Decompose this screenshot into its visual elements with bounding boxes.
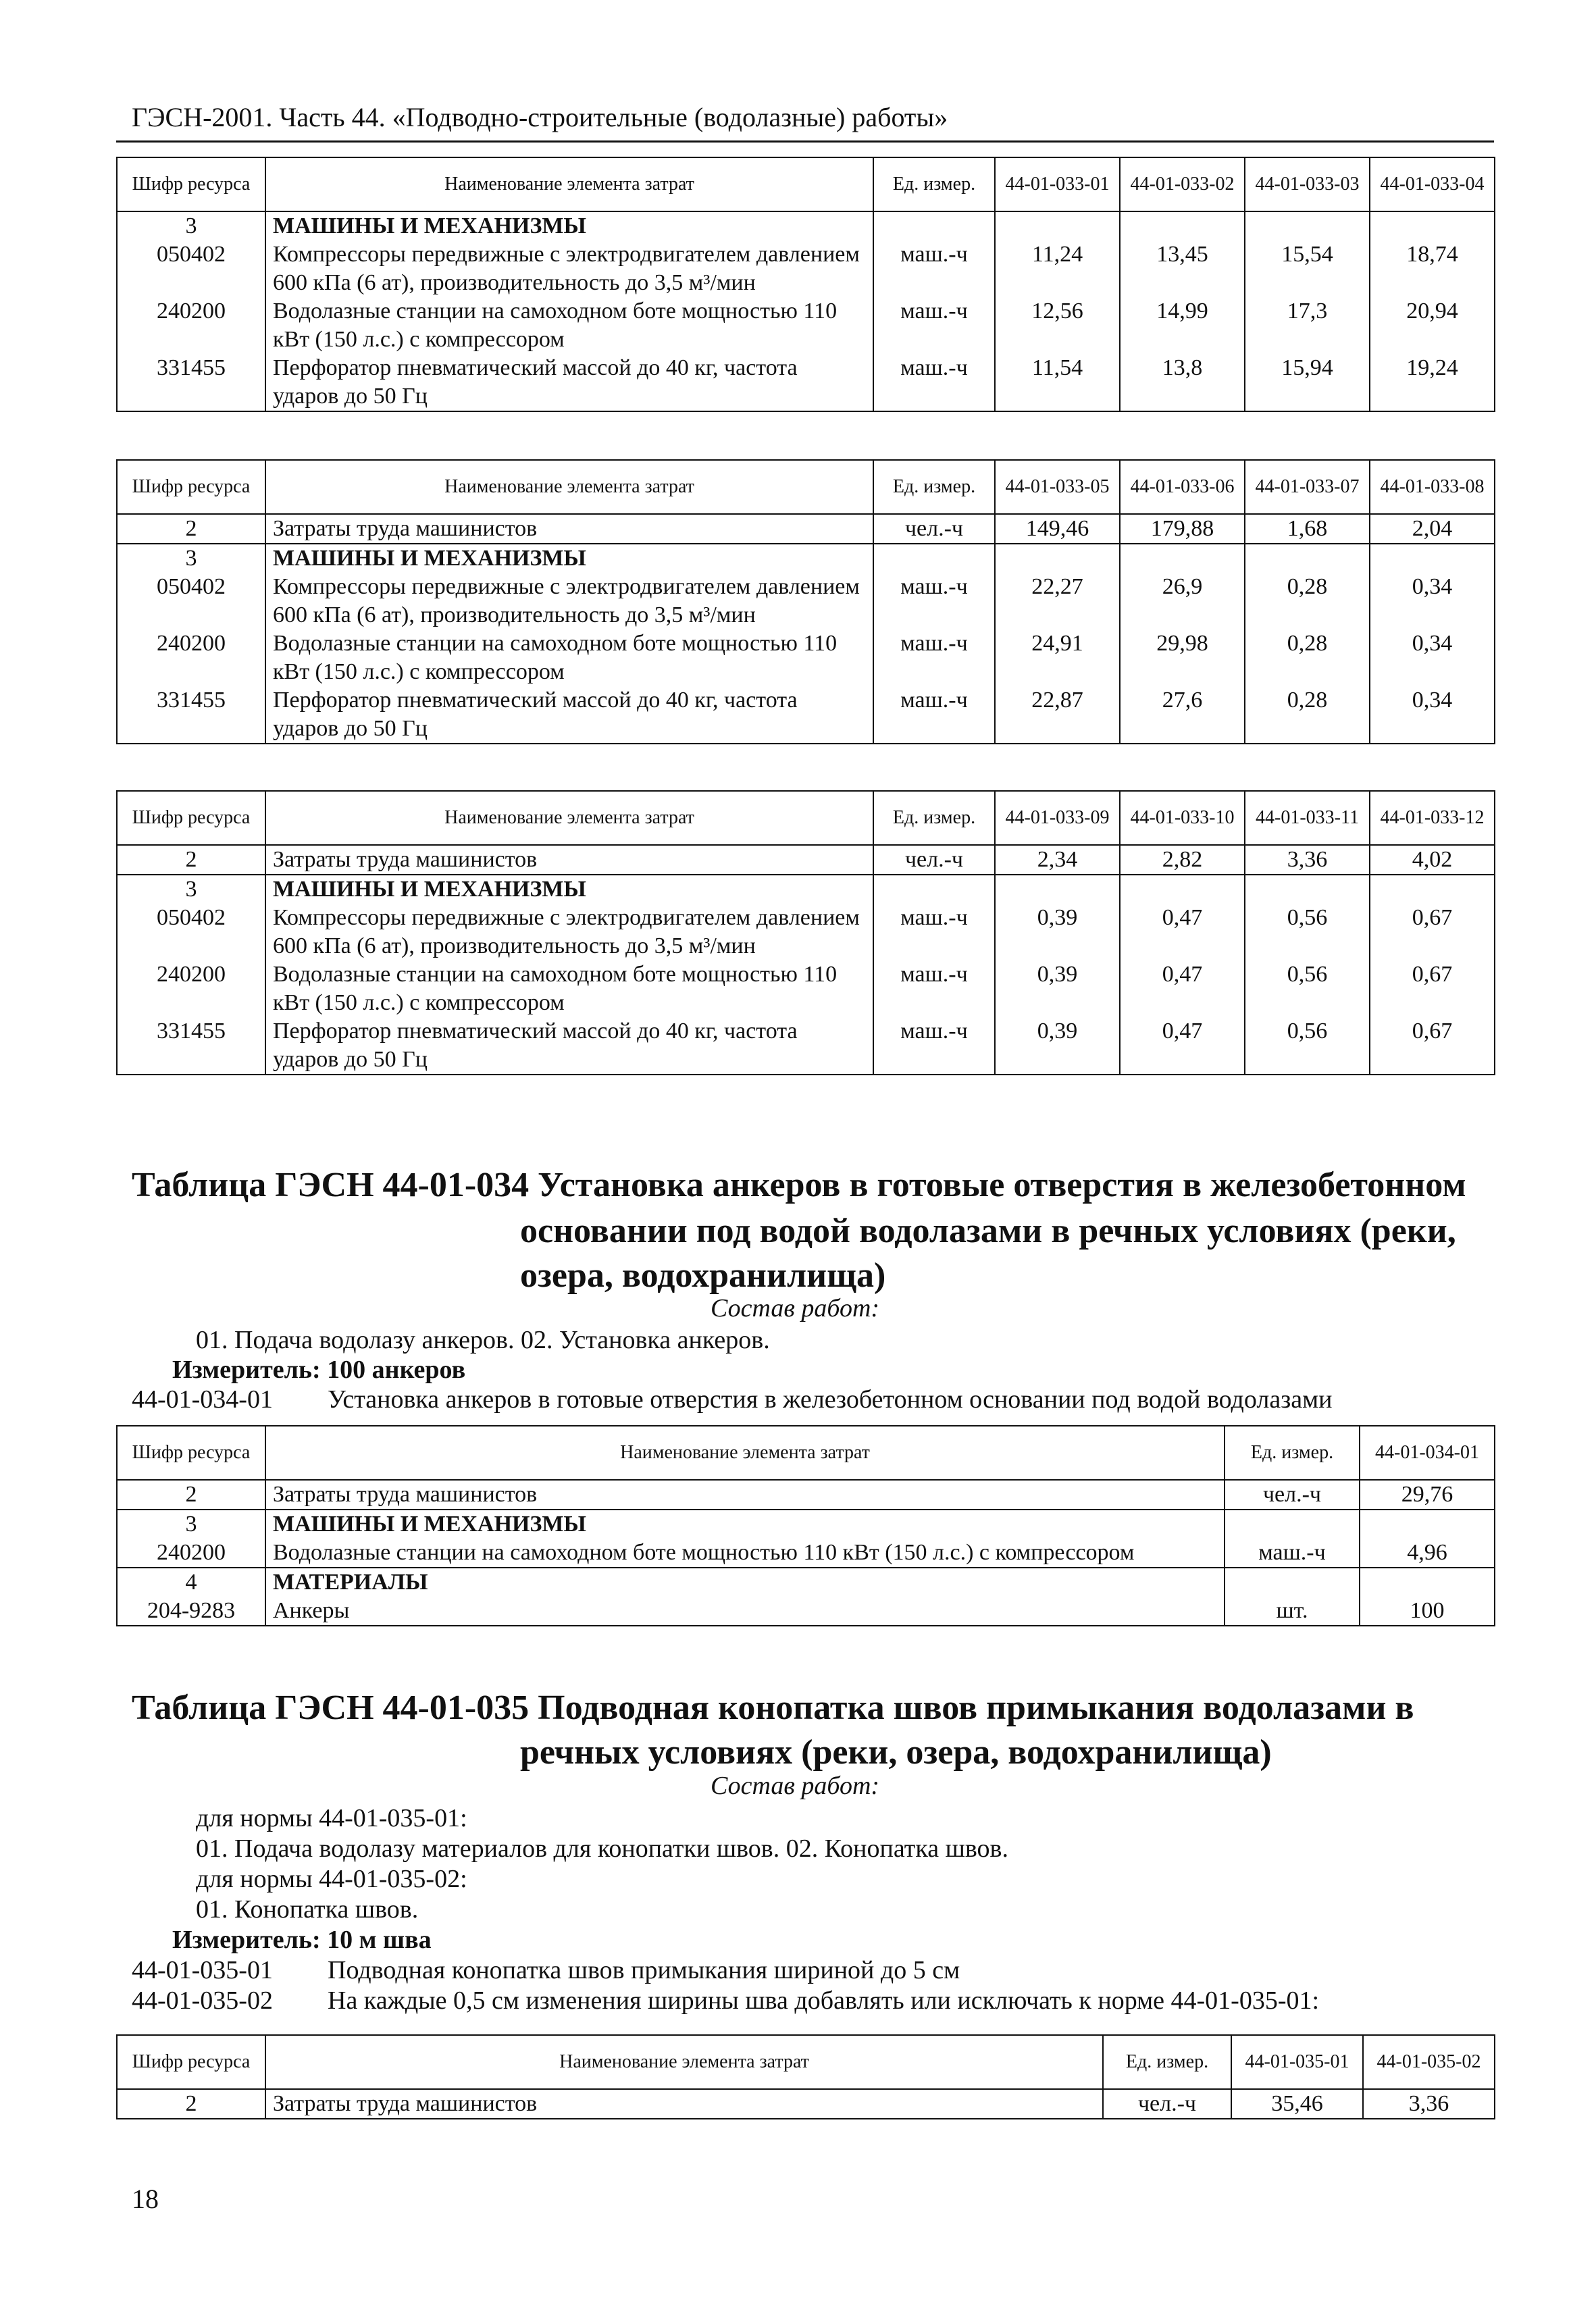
resource-value: 0,47 [1120,1017,1245,1075]
col-header-norm: 44-01-035-01 [1231,2035,1363,2089]
norm-code-034-01: 44-01-034-01 [132,1385,273,1414]
resource-value: 19,24 [1370,354,1495,411]
resource-unit: маш.-ч [873,573,995,629]
resource-value: 0,56 [1245,1017,1370,1075]
col-header-norm: 44-01-033-05 [995,460,1120,514]
resource-value: 13,45 [1120,240,1245,297]
resource-code: 240200 [117,1539,265,1568]
composition-label-034: Состав работ: [711,1294,880,1322]
col-header-code: Шифр ресурса [117,157,265,211]
resource-value: 14,99 [1120,297,1245,354]
resource-code: 050402 [117,904,265,960]
col-header-norm: 44-01-033-09 [995,791,1120,845]
col-header-norm: 44-01-033-12 [1370,791,1495,845]
resource-value: 0,28 [1245,686,1370,744]
resource-unit: маш.-ч [873,297,995,354]
resource-value: 22,27 [995,573,1120,629]
col-header-norm: 44-01-033-11 [1245,791,1370,845]
section-title: МАШИНЫ И МЕХАНИЗМЫ [265,1510,1225,1539]
resource-name: Анкеры [265,1597,1225,1626]
section-title: МАШИНЫ И МЕХАНИЗМЫ [265,875,873,904]
resource-code: 331455 [117,354,265,411]
resource-value: 0,34 [1370,686,1495,744]
labor-value: 2,04 [1370,514,1495,544]
resource-unit: маш.-ч [873,629,995,686]
labor-value: 2,82 [1120,845,1245,875]
work-list-035-01: 01. Подача водолазу материалов для конопатки швов. 02. Конопатка швов. [196,1834,1008,1863]
table-title-035-line2: речных условиях (реки, озера, водохранилища) [520,1733,1272,1772]
labor-code: 2 [117,845,265,875]
col-header-norm: 44-01-035-02 [1363,2035,1495,2089]
table-title-035-line1: Таблица ГЭСН 44-01-035 Подводная конопатка швов примыкания водолазами в [132,1689,1414,1727]
resource-unit: маш.-ч [1225,1539,1360,1568]
resource-name: Перфоратор пневматический массой до 40 кг, частота ударов до 50 Гц [265,1017,873,1075]
col-header-norm: 44-01-033-06 [1120,460,1245,514]
labor-value: 179,88 [1120,514,1245,544]
col-header-code: Шифр ресурса [117,460,265,514]
resource-code: 331455 [117,1017,265,1075]
col-header-name: Наименование элемента затрат [265,791,873,845]
resource-value: 4,96 [1360,1539,1495,1568]
resource-value: 13,8 [1120,354,1245,411]
labor-value: 1,68 [1245,514,1370,544]
labor-value: 4,02 [1370,845,1495,875]
resource-value: 11,24 [995,240,1120,297]
col-header-name: Наименование элемента затрат [265,2035,1103,2089]
section-title: МАТЕРИАЛЫ [265,1568,1225,1597]
table-033-part2 [116,459,1495,744]
resource-name: Компрессоры передвижные с электродвигателем давлением 600 кПа (6 ат), производительность до 3,5 м³/мин [265,573,873,629]
resource-value: 24,91 [995,629,1120,686]
col-header-code: Шифр ресурса [117,2035,265,2089]
section-code: 3 [117,1510,265,1539]
resource-code: 050402 [117,573,265,629]
header-rule [116,140,1494,143]
labor-unit: чел.-ч [873,845,995,875]
resource-value: 0,67 [1370,1017,1495,1075]
resource-name: Компрессоры передвижные с электродвигателем давлением 600 кПа (6 ат), производительность до 3,5 м³/мин [265,240,873,297]
resource-unit: маш.-ч [873,240,995,297]
section-title: МАШИНЫ И МЕХАНИЗМЫ [265,211,873,240]
col-header-name: Наименование элемента затрат [265,1426,1225,1480]
col-header-norm: 44-01-034-01 [1360,1426,1495,1480]
resource-name: Водолазные станции на самоходном боте мощностью 110 кВт (150 л.с.) с компрессором [265,960,873,1017]
resource-value: 0,67 [1370,904,1495,960]
labor-code: 2 [117,1480,265,1510]
resource-value: 0,67 [1370,960,1495,1017]
resource-value: 15,54 [1245,240,1370,297]
resource-unit: маш.-ч [873,686,995,744]
resource-value: 22,87 [995,686,1120,744]
resource-value: 27,6 [1120,686,1245,744]
labor-value: 3,36 [1363,2089,1495,2119]
norm-text-035-02: На каждые 0,5 см изменения ширины шва добавлять или исключать к норме 44-01-035-01: [328,1986,1320,2015]
labor-value: 2,34 [995,845,1120,875]
norm-text-035-01: Подводная конопатка швов примыкания шириной до 5 см [328,1956,960,1984]
resource-value: 0,56 [1245,904,1370,960]
resource-code: 050402 [117,240,265,297]
resource-value: 100 [1360,1597,1495,1626]
resource-value: 0,34 [1370,573,1495,629]
resource-unit: маш.-ч [873,354,995,411]
labor-value: 35,46 [1231,2089,1363,2119]
labor-name: Затраты труда машинистов [265,514,873,544]
resource-value: 29,98 [1120,629,1245,686]
norm-text-034-01: Установка анкеров в готовые отверстия в железобетонном основании под водой водолазами [328,1385,1333,1414]
resource-name: Перфоратор пневматический массой до 40 кг, частота ударов до 50 Гц [265,686,873,744]
resource-value: 0,47 [1120,960,1245,1017]
resource-value: 11,54 [995,354,1120,411]
resource-name: Водолазные станции на самоходном боте мощностью 110 кВт (150 л.с.) с компрессором [265,1539,1225,1568]
labor-unit: чел.-ч [1225,1480,1360,1510]
col-header-unit: Ед. измер. [873,157,995,211]
resource-value: 15,94 [1245,354,1370,411]
col-header-unit: Ед. измер. [873,791,995,845]
col-header-unit: Ед. измер. [1225,1426,1360,1480]
labor-value: 3,36 [1245,845,1370,875]
resource-value: 0,39 [995,904,1120,960]
col-header-name: Наименование элемента затрат [265,157,873,211]
resource-name: Водолазные станции на самоходном боте мощностью 110 кВт (150 л.с.) с компрессором [265,629,873,686]
col-header-name: Наименование элемента затрат [265,460,873,514]
resource-value: 26,9 [1120,573,1245,629]
section-title: МАШИНЫ И МЕХАНИЗМЫ [265,544,873,573]
table-035 [116,2034,1495,2119]
resource-code: 240200 [117,297,265,354]
measure-035: Измеритель: 10 м шва [172,1926,432,1954]
col-header-norm: 44-01-033-02 [1120,157,1245,211]
col-header-code: Шифр ресурса [117,791,265,845]
table-034 [116,1425,1495,1626]
col-header-norm: 44-01-033-03 [1245,157,1370,211]
resource-code: 331455 [117,686,265,744]
labor-code: 2 [117,514,265,544]
col-header-unit: Ед. измер. [873,460,995,514]
resource-value: 0,39 [995,1017,1120,1075]
table-title-034-line2: основании под водой водолазами в речных условиях (реки, [520,1212,1456,1250]
table-title-034-line3: озера, водохранилища) [520,1256,886,1295]
labor-name: Затраты труда машинистов [265,845,873,875]
resource-value: 0,56 [1245,960,1370,1017]
table-title-034-line1: Таблица ГЭСН 44-01-034 Установка анкеров в готовые отверстия в железобетонном [132,1166,1466,1204]
resource-unit: маш.-ч [873,960,995,1017]
labor-value: 149,46 [995,514,1120,544]
resource-code: 240200 [117,960,265,1017]
resource-value: 0,28 [1245,629,1370,686]
resource-value: 17,3 [1245,297,1370,354]
norm-code-035-01: 44-01-035-01 [132,1956,273,1984]
section-code: 4 [117,1568,265,1597]
resource-code: 204-9283 [117,1597,265,1626]
resource-value: 12,56 [995,297,1120,354]
norm-ref-035-02: для нормы 44-01-035-02: [196,1865,467,1893]
col-header-norm: 44-01-033-07 [1245,460,1370,514]
resource-value: 0,28 [1245,573,1370,629]
measure-034: Измеритель: 100 анкеров [172,1356,466,1384]
col-header-norm: 44-01-033-01 [995,157,1120,211]
resource-value: 0,47 [1120,904,1245,960]
table-033-part1 [116,157,1495,412]
work-list-034: 01. Подача водолазу анкеров. 02. Установка анкеров. [196,1326,770,1354]
composition-label-035: Состав работ: [711,1772,880,1800]
section-code: 3 [117,875,265,904]
labor-name: Затраты труда машинистов [265,1480,1225,1510]
col-header-unit: Ед. измер. [1103,2035,1231,2089]
resource-value: 18,74 [1370,240,1495,297]
resource-name: Водолазные станции на самоходном боте мощностью 110 кВт (150 л.с.) с компрессором [265,297,873,354]
labor-unit: чел.-ч [1103,2089,1231,2119]
section-code: 3 [117,544,265,573]
table-033-part3 [116,790,1495,1075]
resource-unit: маш.-ч [873,904,995,960]
page-number: 18 [132,2184,159,2214]
resource-value: 20,94 [1370,297,1495,354]
norm-code-035-02: 44-01-035-02 [132,1986,273,2015]
work-list-035-02: 01. Конопатка швов. [196,1895,419,1924]
section-code: 3 [117,211,265,240]
labor-name: Затраты труда машинистов [265,2089,1103,2119]
labor-unit: чел.-ч [873,514,995,544]
col-header-norm: 44-01-033-08 [1370,460,1495,514]
resource-name: Компрессоры передвижные с электродвигателем давлением 600 кПа (6 ат), производительность до 3,5 м³/мин [265,904,873,960]
labor-value: 29,76 [1360,1480,1495,1510]
col-header-norm: 44-01-033-04 [1370,157,1495,211]
labor-code: 2 [117,2089,265,2119]
col-header-norm: 44-01-033-10 [1120,791,1245,845]
running-header: ГЭСН-2001. Часть 44. «Подводно-строительные (водолазные) работы» [132,102,948,132]
col-header-code: Шифр ресурса [117,1426,265,1480]
resource-unit: шт. [1225,1597,1360,1626]
resource-value: 0,39 [995,960,1120,1017]
resource-name: Перфоратор пневматический массой до 40 кг, частота ударов до 50 Гц [265,354,873,411]
norm-ref-035-01: для нормы 44-01-035-01: [196,1804,467,1832]
resource-unit: маш.-ч [873,1017,995,1075]
resource-code: 240200 [117,629,265,686]
resource-value: 0,34 [1370,629,1495,686]
